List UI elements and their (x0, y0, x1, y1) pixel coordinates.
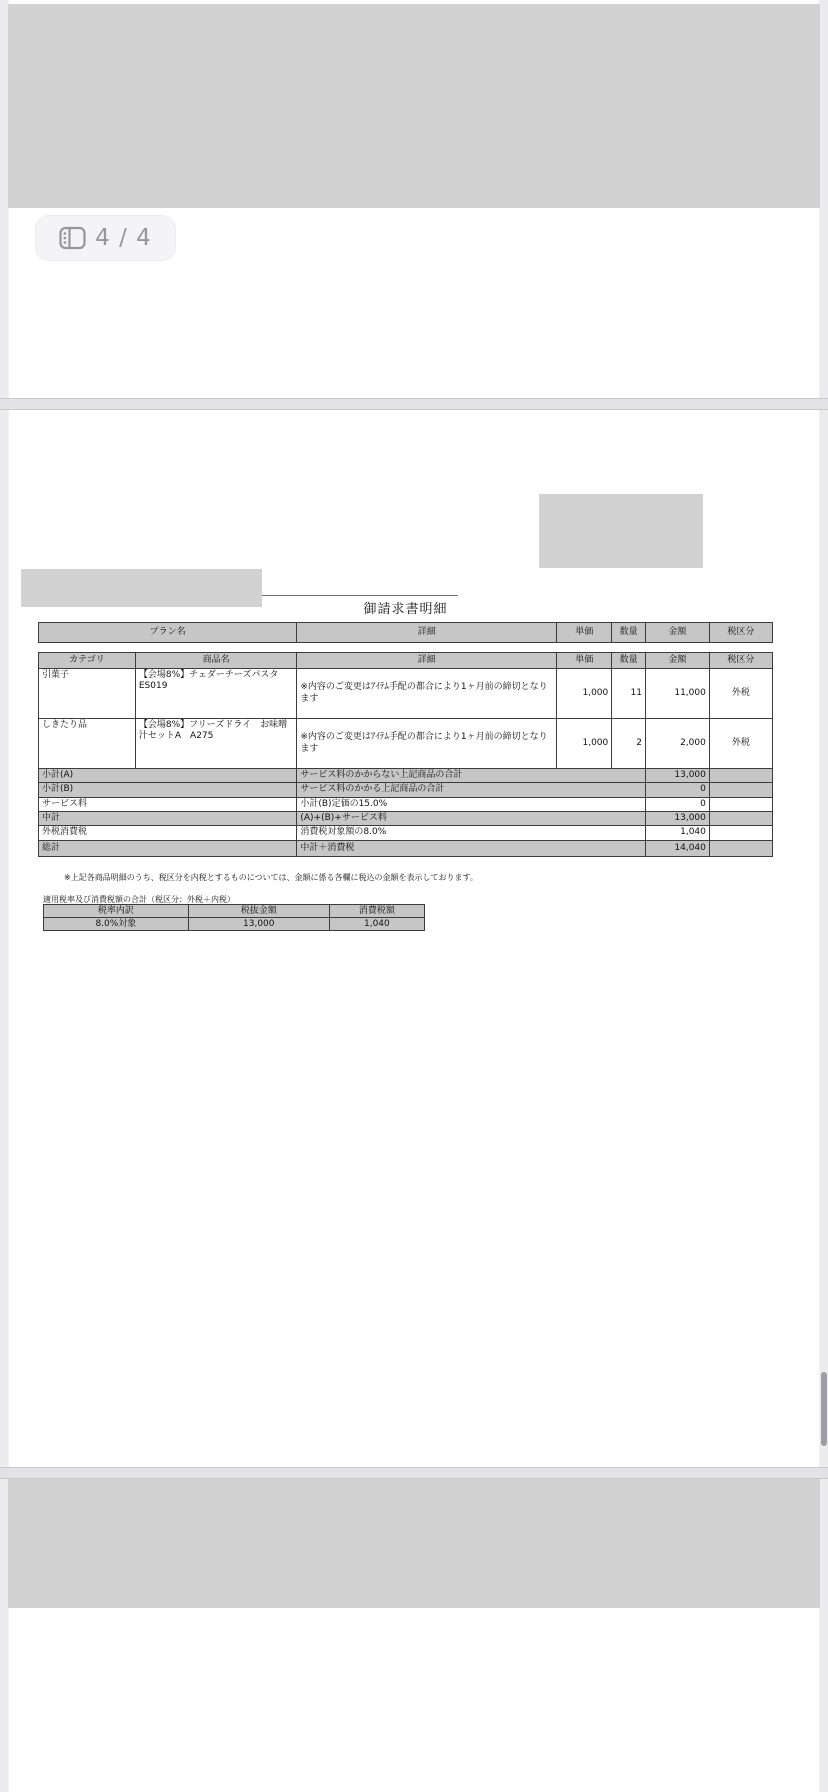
tax-data-row (44, 918, 425, 931)
tax-table-caption: 適用税率及び消費税額の合計（税区分：外税＋内税） (43, 895, 235, 904)
amount-col-header: 金額 (646, 623, 710, 643)
summary-row (39, 826, 773, 841)
page-separator (0, 1467, 828, 1479)
summary-value: 14,040 (646, 841, 710, 857)
summary-desc: 中計＋消費税 (297, 841, 646, 857)
recipient-underline (262, 595, 458, 596)
tax-amount-col-header: 消費税額 (329, 905, 424, 918)
unit-price-col-header: 単価 (557, 653, 612, 669)
plan-header-table (38, 622, 773, 643)
summary-desc: (A)+(B)+サービス料 (297, 811, 646, 825)
summary-blank (709, 783, 772, 797)
item-category: 引菓子 (39, 669, 136, 719)
summary-value: 13,000 (646, 769, 710, 783)
summary-desc: 消費税対象額の8.0% (297, 826, 646, 841)
page-indicator-pill[interactable] (35, 215, 176, 261)
summary-label: 外税消費税 (39, 826, 297, 841)
summary-value: 0 (646, 783, 710, 797)
item-product: 【会場8%】チェダーチーズパスタ ES019 (135, 669, 296, 719)
summary-desc: サービス料のかかる上記商品の合計 (297, 783, 646, 797)
item-detail: ※内容のご変更はｱｲﾃﾑ手配の都合により1ヶ月前の締切となります (297, 669, 557, 719)
summary-blank (709, 769, 772, 783)
taxable-amount-col-header: 税抜金額 (188, 905, 329, 918)
sidebar-pages-icon (59, 226, 86, 250)
summary-row (39, 811, 773, 825)
summary-value: 0 (646, 797, 710, 811)
summary-label: 小計(B) (39, 783, 297, 797)
summary-desc: サービス料のかからない上記商品の合計 (297, 769, 646, 783)
category-col-header: カテゴリ (39, 653, 136, 669)
item-unit-price: 1,000 (557, 719, 612, 769)
tax-class-col-header: 税区分 (709, 653, 772, 669)
tax-amount-value: 1,040 (329, 918, 424, 931)
item-category: しきたり品 (39, 719, 136, 769)
item-amount: 11,000 (646, 669, 710, 719)
summary-row (39, 769, 773, 783)
amount-col-header: 金額 (646, 653, 710, 669)
summary-blank (709, 826, 772, 841)
summary-label: サービス料 (39, 797, 297, 811)
tax-rate-value: 8.0%対象 (44, 918, 189, 931)
redaction-block-top (8, 4, 820, 208)
summary-blank (709, 841, 772, 857)
bottom-sheet (8, 1479, 820, 1792)
detail-col-header: 詳細 (297, 623, 557, 643)
items-table (38, 652, 773, 769)
page-separator (0, 398, 828, 410)
page-3-sheet (8, 0, 820, 398)
item-detail: ※内容のご変更はｱｲﾃﾑ手配の都合により1ヶ月前の締切となります (297, 719, 557, 769)
tax-class-col-header: 税区分 (709, 623, 772, 643)
taxable-amount-value: 13,000 (188, 918, 329, 931)
product-col-header: 商品名 (135, 653, 296, 669)
tax-breakdown-table (43, 904, 425, 931)
item-unit-price: 1,000 (557, 669, 612, 719)
redaction-block-sender (539, 494, 703, 568)
item-row (39, 719, 773, 769)
qty-col-header: 数量 (612, 623, 646, 643)
summary-row (39, 841, 773, 857)
tax-rate-col-header: 税率内訳 (44, 905, 189, 918)
summary-blank (709, 811, 772, 825)
summary-label: 小計(A) (39, 769, 297, 783)
item-row (39, 669, 773, 719)
detail-col-header: 詳細 (297, 653, 557, 669)
summary-table (38, 768, 773, 857)
summary-row (39, 797, 773, 811)
summary-row (39, 783, 773, 797)
summary-label: 総計 (39, 841, 297, 857)
summary-label: 中計 (39, 811, 297, 825)
item-qty: 11 (612, 669, 646, 719)
summary-desc: 小計(B)定価の15.0% (297, 797, 646, 811)
page-indicator-label: 4 / 4 (95, 225, 152, 251)
item-product: 【会場8%】フリーズドライ お味噌汁セットA A275 (135, 719, 296, 769)
qty-col-header: 数量 (612, 653, 646, 669)
plan-col-header: プラン名 (39, 623, 297, 643)
item-tax-class: 外税 (709, 669, 772, 719)
scrollbar-thumb[interactable] (821, 1372, 827, 1446)
page-4-sheet (8, 410, 820, 1467)
summary-value: 13,000 (646, 811, 710, 825)
invoice-title: 御請求書明細 (363, 602, 448, 617)
item-tax-class: 外税 (709, 719, 772, 769)
tax-header-row (44, 905, 425, 918)
item-amount: 2,000 (646, 719, 710, 769)
summary-blank (709, 797, 772, 811)
inclusive-tax-note: ※上記各商品明細のうち、税区分を内税とするものについては、金額に係る各欄に税込の金額を表示しております。 (64, 873, 478, 882)
item-qty: 2 (612, 719, 646, 769)
unit-price-col-header: 単価 (557, 623, 612, 643)
summary-value: 1,040 (646, 826, 710, 841)
redaction-block-bottom (8, 1479, 820, 1608)
